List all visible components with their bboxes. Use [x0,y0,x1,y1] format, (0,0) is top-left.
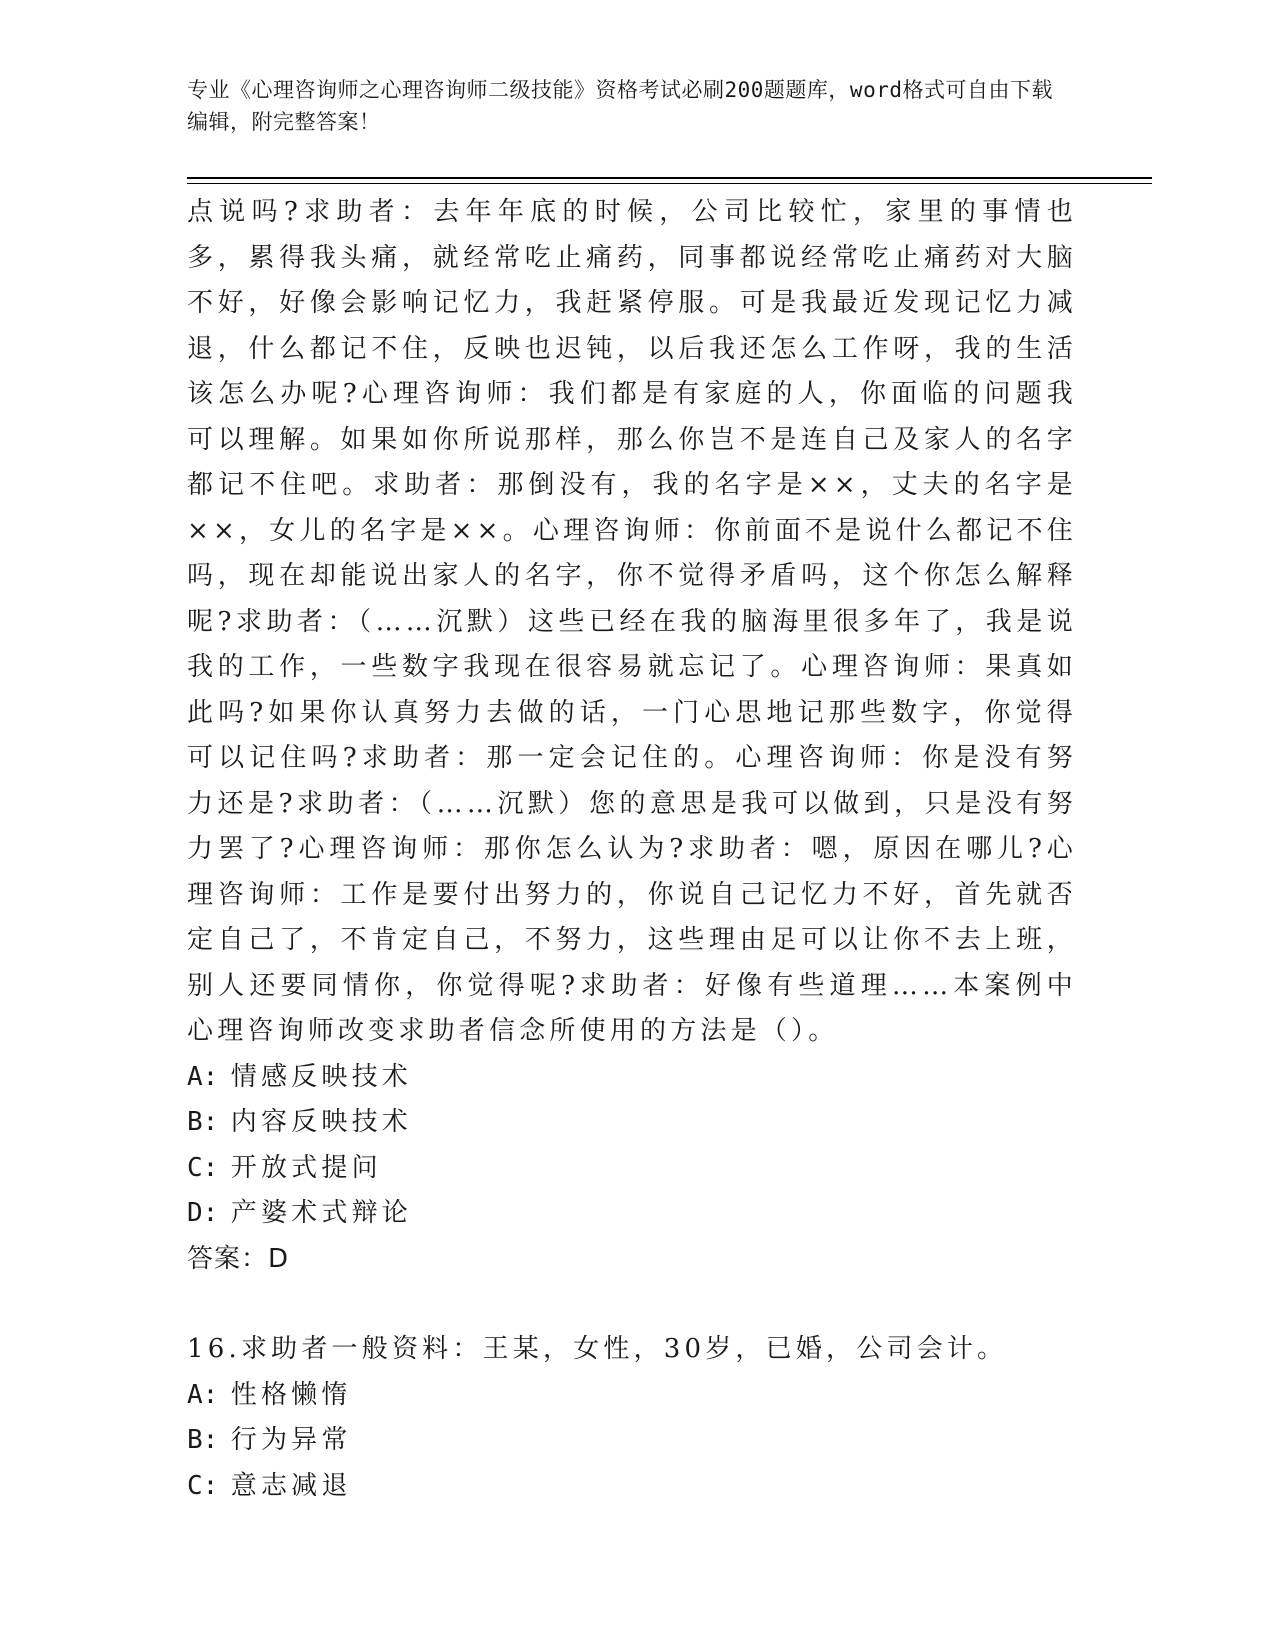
option-text: 开放式提问 [230,1152,382,1183]
question-15-text: 点说吗?求助者：去年年底的时候，公司比较忙，家里的事情也多，累得我头痛，就经常吃止痛药，同事都说经常吃止痛药对大脑不好，好像会影响记忆力，我赶紧停服。可是我最近发现记忆力减退，什么都记不住，反映也迟钝，以后我还怎么工作呀，我的生活该怎么办呢?心理咨询师：我们都是有家庭的人，你面临的问题我可以理解。如果如你所说那样，那么你岂不是连自己及家人的名字都记不住吧。求助者：那倒没有，我的名字是××，丈夫的名字是××，女儿的名字是××。心理咨询师：你前面不是说什么都记不住吗，现在却能说出家人的名字，你不觉得矛盾吗，这个你怎么解释呢?求助者：（……沉默）这些已经在我的脑海里很多年了，我是说我的工作，一些数字我现在很容易就忘记了。心理咨询师：果真如此吗?如果你认真努力去做的话，一门心思地记那些数字，你觉得可以记住吗?求助者：那一定会记住的。心理咨询师：你是没有努力还是?求助者：（……沉默）您的意思是我可以做到，只是没有努力罢了?心理咨询师：那你怎么认为?求助者：嗯，原因在哪儿?心理咨询师：工作是要付出努力的，你说自己记忆力不好，首先就否定自己了，不肯定自己，不努力，这些理由足可以让你不去上班，别人还要同情你，你觉得呢?求助者：好像有些道理……本案例中心理咨询师改变求助者信念所使用的方法是（）。 [187,197,1077,1046]
question-15-option-d [187,1191,1077,1237]
question-16-option-b [187,1418,1077,1464]
option-letter: C: [187,1470,219,1501]
option-text: 产婆术式辩论 [230,1198,412,1228]
option-text: 内容反映技术 [230,1107,412,1137]
header-divider-thick [187,177,1152,179]
option-text: 行为异常 [230,1425,352,1455]
page-header [187,74,1067,138]
option-letter: D: [187,1198,219,1228]
document-title: 专业《心理咨询师之心理咨询师二级技能》资格考试必刷200题题库，word格式可自由下载编辑，附完整答案！ [187,78,1053,134]
section-spacer [187,1282,1077,1327]
header-divider-thin [187,183,1152,184]
option-text: 性格懒惰 [230,1379,352,1410]
question-15-option-b [187,1100,1077,1146]
question-16-text: 16.求助者一般资料：王某，女性，30岁，已婚，公司会计。 [187,1334,1008,1364]
question-16-option-c [187,1464,1077,1510]
option-letter: A: [187,1379,219,1410]
option-letter: B: [187,1425,219,1455]
option-text: 情感反映技术 [230,1061,412,1092]
option-letter: C: [187,1152,219,1183]
question-15-option-a [187,1055,1077,1101]
option-text: 意志减退 [230,1470,352,1501]
question-15-answer: 答案：D [187,1243,290,1274]
option-letter: B: [187,1107,219,1137]
option-letter: A: [187,1061,219,1092]
document-body [187,190,1077,1509]
question-15-option-c [187,1146,1077,1192]
question-16-option-a [187,1373,1077,1419]
